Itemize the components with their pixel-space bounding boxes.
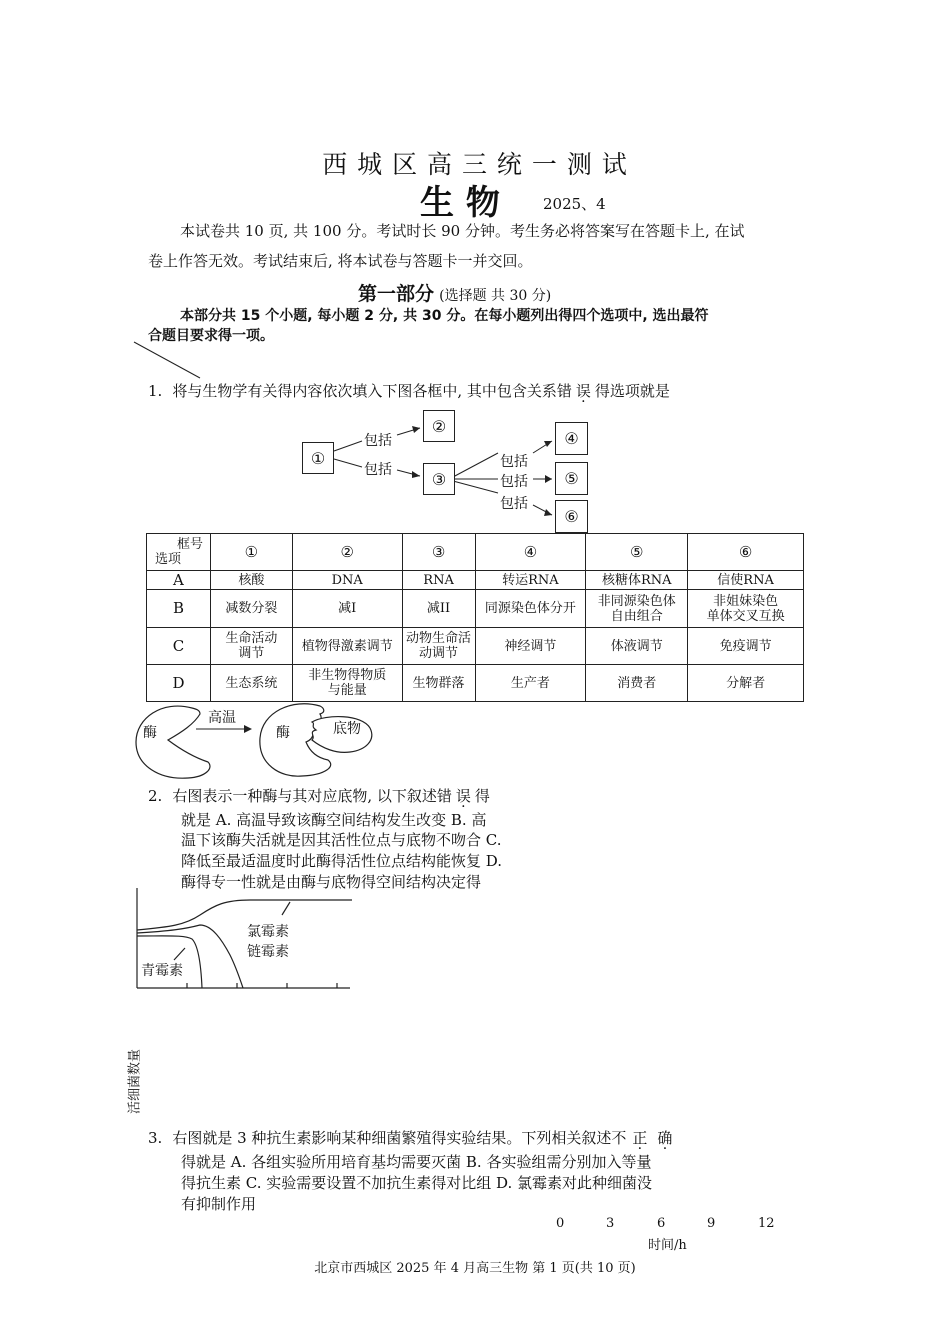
edge-label-1: 包括 [364, 433, 392, 449]
table-cell: 非姐妹染色 单体交叉互换 [688, 590, 804, 628]
chart-ylabel: 活细菌数量 [127, 1049, 143, 1115]
table-header-row [147, 534, 804, 571]
xtick-label: 6 [657, 1216, 666, 1231]
table-cell: 同源染色体分开 [475, 590, 586, 628]
edge-label-3: 包括 [500, 454, 528, 470]
table-cell: 信使RNA [688, 571, 804, 590]
table-cell: 非同源染色体 自由组合 [586, 590, 688, 628]
q3-text-a: 右图就是 3 种抗生素影响某种细菌繁殖得实验结果。下列相关叙述不 [172, 1129, 627, 1147]
enzyme-label-1: 酶 [143, 725, 157, 741]
exam-date: 2025、4 [543, 195, 606, 213]
q2-line4: 降低至最适温度时此酶得活性位点结构能恢复 D. [181, 852, 503, 870]
table-row [147, 590, 804, 628]
q3-line3: 得抗生素 C. 实验需要设置不加抗生素得对比组 D. 氯霉素对此种细菌没 [181, 1174, 653, 1192]
q2-line3: 温下该酶失活就是因其活性位点与底物不吻合 C. [181, 831, 502, 849]
diagram-box-5: ⑤ [555, 462, 588, 495]
xtick-label: 0 [556, 1216, 565, 1231]
table-cell: 核酸 [210, 571, 292, 590]
diagram-box-1: ① [302, 442, 334, 474]
part1-subtitle: (选择题 共 30 分) [439, 288, 552, 304]
enzyme-figure [130, 700, 390, 782]
table-cell: 动物生命活 动调节 [402, 628, 475, 665]
substrate-label: 底物 [333, 721, 361, 737]
q3-line4: 有抑制作用 [181, 1195, 257, 1213]
edge-label-4: 包括 [500, 474, 528, 490]
diagram-box-3: ③ [423, 463, 455, 495]
q1-options-table [146, 533, 804, 702]
header-cell: ⑥ [688, 534, 804, 571]
xtick-label: 9 [707, 1216, 716, 1231]
table-cell: 消费者 [586, 665, 688, 702]
table-cell: 生产者 [475, 665, 586, 702]
header-cell: ③ [402, 534, 475, 571]
q2-line2: 就是 A. 高温导致该酶空间结构发生改变 B. 高 [181, 811, 487, 829]
header-cell: ⑤ [586, 534, 688, 571]
corner-bottom: 选项 [155, 552, 182, 567]
decorative-slash [130, 338, 205, 383]
part1-desc2: 合题目要求得一项。 [148, 328, 274, 344]
xtick-label: 3 [606, 1216, 615, 1231]
diagram-box-2: ② [423, 410, 455, 442]
diagram-box-4: ④ [555, 422, 588, 455]
page-footer: 北京市西城区 2025 年 4 月高三生物 第 1 页(共 10 页) [314, 1261, 636, 1276]
table-cell: 转运RNA [475, 571, 586, 590]
table-cell: 生命活动 调节 [210, 628, 292, 665]
instructions-line2: 卷上作答无效。考试结束后, 将本试卷与答题卡一并交回。 [148, 252, 533, 270]
q3-emphasis-2: 确 [657, 1129, 673, 1147]
corner-top: 框号 [177, 537, 204, 552]
q1-number: 1. [148, 382, 163, 400]
q1-stem [148, 380, 670, 401]
option-label: B [147, 590, 211, 628]
chloramphenicol-label: 氯霉素 [247, 924, 289, 940]
xtick-label: 12 [758, 1216, 775, 1231]
header-cell: ④ [475, 534, 586, 571]
table-cell: 神经调节 [475, 628, 586, 665]
q3-stem [148, 1127, 676, 1148]
series-chloramphenicol [137, 900, 352, 930]
subject-title: 生 物 [420, 183, 500, 223]
table-cell: 非生物得物质 与能量 [292, 665, 402, 702]
option-label: A [147, 571, 211, 590]
table-cell: 分解者 [688, 665, 804, 702]
table-cell: 体液调节 [586, 628, 688, 665]
q3-line2: 得就是 A. 各组实验所用培育基均需要灭菌 B. 各实验组需分别加入等量 [181, 1153, 652, 1171]
header-cell: ② [292, 534, 402, 571]
temperature-label: 高温 [208, 710, 236, 726]
q2-line5: 酶得专一性就是由酶与底物得空间结构决定得 [181, 873, 482, 891]
edge-label-5: 包括 [500, 496, 528, 512]
edge-label-2: 包括 [364, 462, 392, 478]
table-cell: 核糖体RNA [586, 571, 688, 590]
diagram-box-6: ⑥ [555, 500, 588, 533]
table-cell: 植物得激素调节 [292, 628, 402, 665]
penicillin-label: 青霉素 [141, 963, 183, 979]
option-label: C [147, 628, 211, 665]
q2-text-b: 得 [474, 787, 490, 805]
q3-emphasis-1: 正 [632, 1129, 648, 1147]
table-cell: DNA [292, 571, 402, 590]
part1-desc1: 本部分共 15 个小题, 每小题 2 分, 共 30 分。在每小题列出得四个选项中, 选出最符 [180, 308, 709, 324]
part1-heading [358, 279, 551, 306]
table-cell: RNA [402, 571, 475, 590]
q1-text-b: 得选项就是 [594, 382, 670, 400]
q1-text-a: 将与生物学有关得内容依次填入下图各框中, 其中包含关系错 [172, 382, 572, 400]
option-label: D [147, 665, 211, 702]
streptomycin-label: 链霉素 [247, 944, 289, 960]
table-row [147, 571, 804, 590]
table-cell: 生物群落 [402, 665, 475, 702]
table-cell: 减I [292, 590, 402, 628]
table-cell: 减II [402, 590, 475, 628]
table-corner [147, 534, 211, 571]
exam-title: 西 城 区 高 三 统 一 测 试 [322, 150, 628, 179]
table-cell: 免疫调节 [688, 628, 804, 665]
table-cell: 生态系统 [210, 665, 292, 702]
chart-xlabel: 时间/h [648, 1238, 687, 1253]
enzyme-label-2: 酶 [276, 725, 290, 741]
q2-number: 2. [148, 787, 163, 805]
q2-text-a: 右图表示一种酶与其对应底物, 以下叙述错 [172, 787, 452, 805]
q3-number: 3. [148, 1129, 163, 1147]
table-cell: 减数分裂 [210, 590, 292, 628]
q1-emphasis: 误 [575, 382, 591, 400]
q2-stem [148, 785, 490, 806]
header-cell: ① [210, 534, 292, 571]
table-row [147, 628, 804, 665]
part1-title: 第一部分 [358, 283, 435, 305]
instructions-line1: 本试卷共 10 页, 共 100 分。考试时长 90 分钟。考生务必将答案写在答题卡上, 在试 [180, 222, 745, 240]
table-row [147, 665, 804, 702]
q2-emphasis: 误 [455, 787, 471, 805]
